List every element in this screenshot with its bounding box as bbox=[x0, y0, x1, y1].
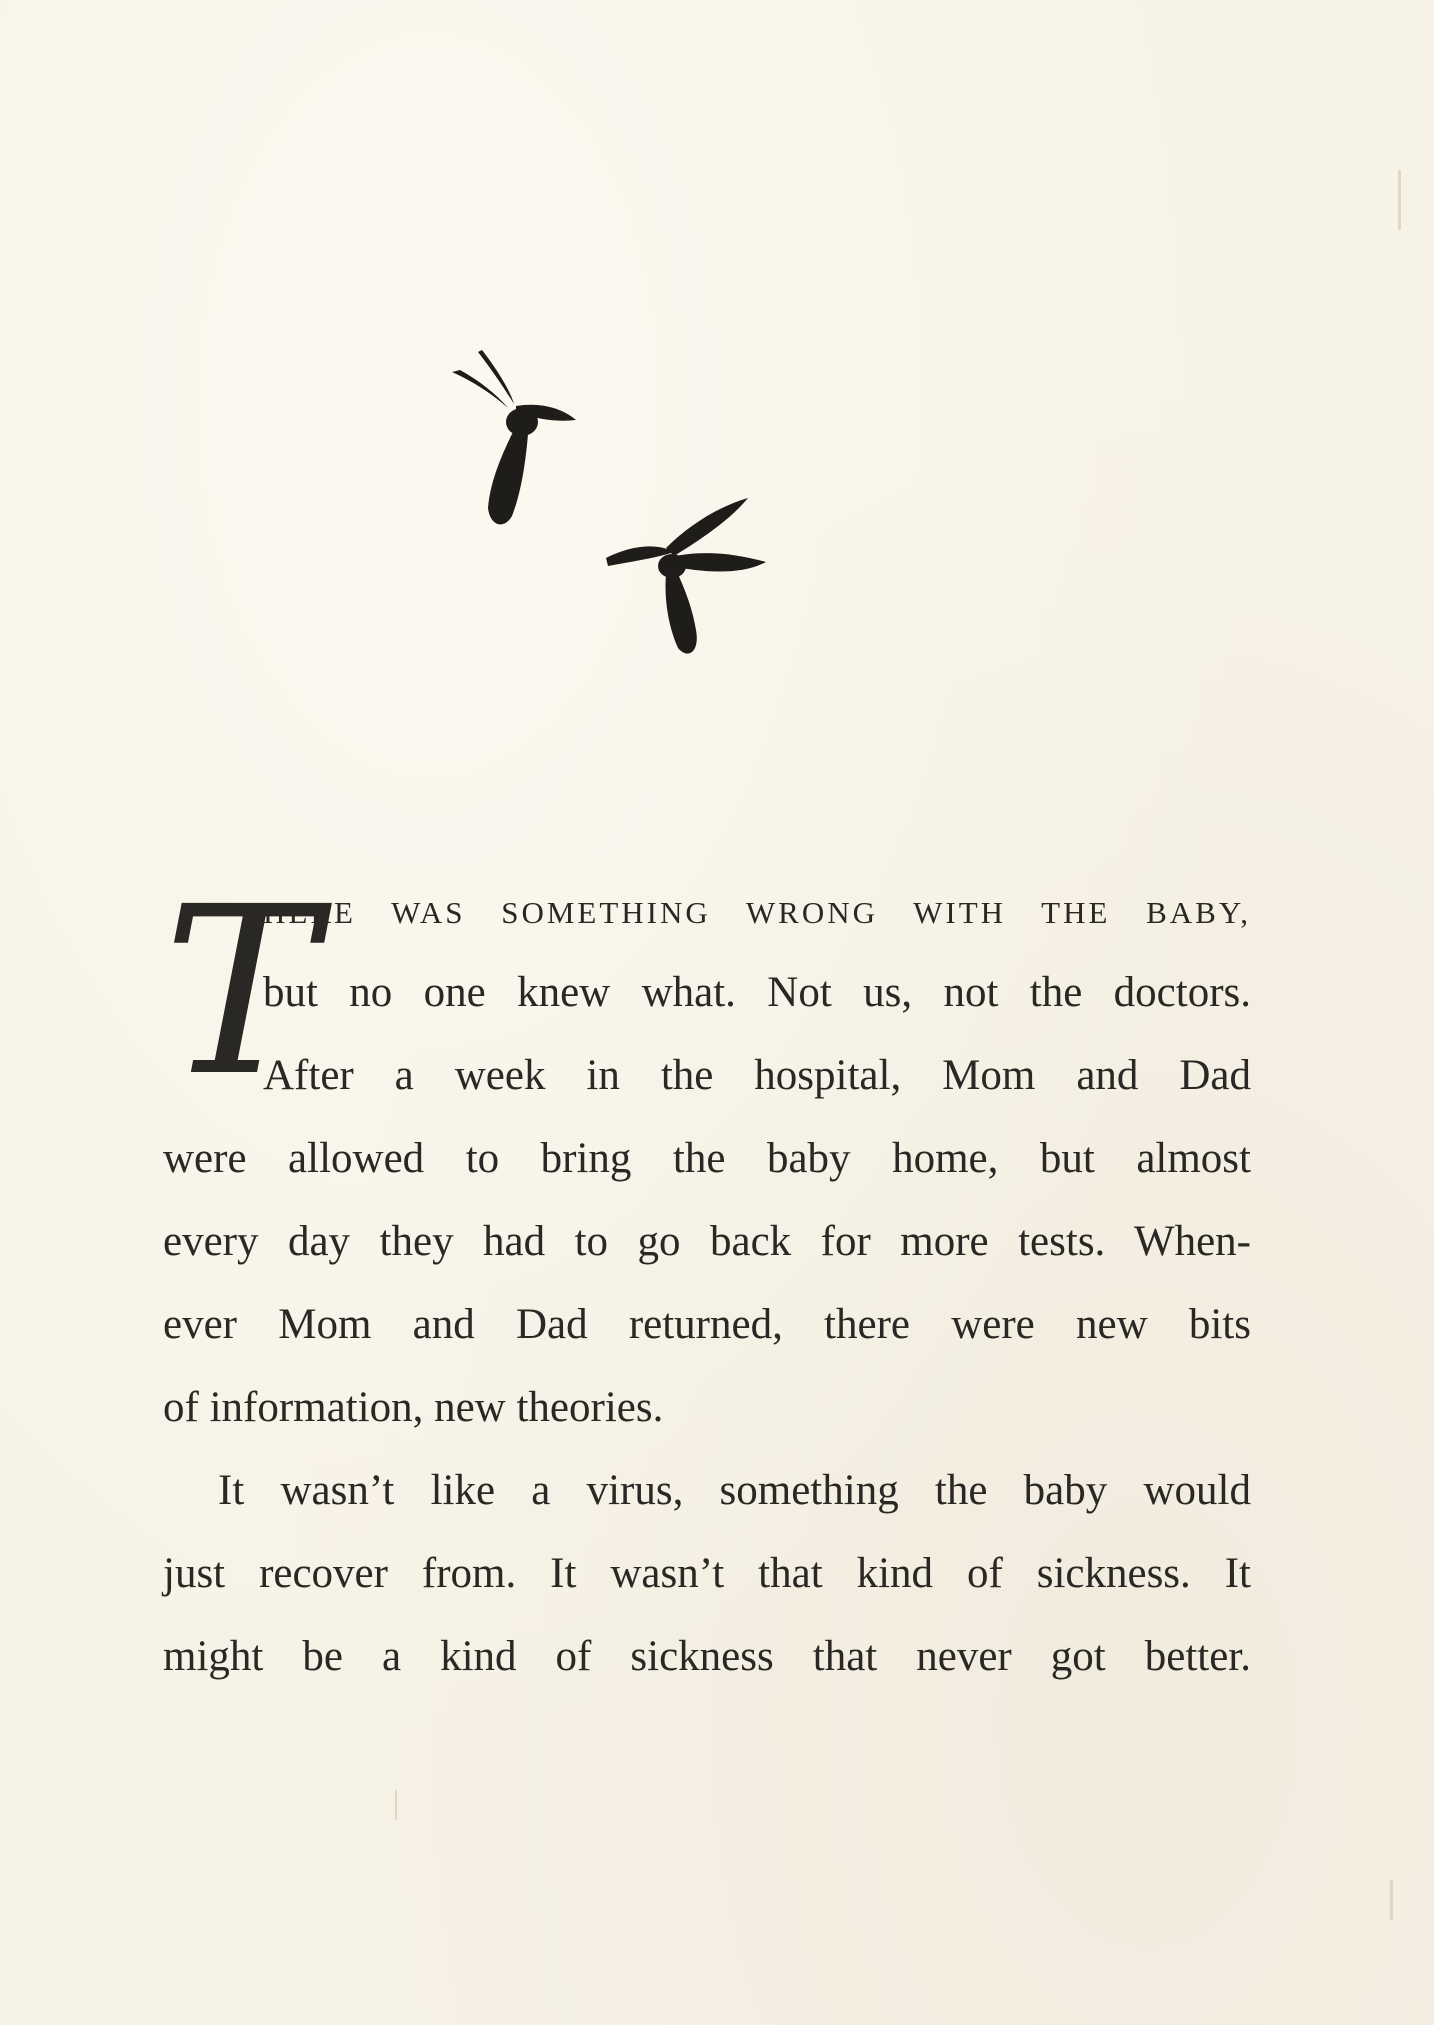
paper-speck bbox=[1390, 1880, 1393, 1920]
opening-small-caps-line: HERE WAS SOMETHING WRONG WITH THE BABY, bbox=[263, 895, 1251, 930]
text-line: of information, new theories. bbox=[163, 1384, 664, 1431]
text-line: every day they had to go back for more tests. When- bbox=[163, 1218, 1251, 1265]
bee-icon bbox=[606, 498, 766, 654]
drop-cap: T bbox=[163, 857, 318, 1127]
bees-illustration bbox=[430, 330, 800, 670]
text-line: It wasn’t like a virus, something the baby would bbox=[218, 1467, 1251, 1514]
text-line: ever Mom and Dad returned, there were new bits bbox=[163, 1301, 1251, 1348]
bee-icon bbox=[452, 350, 576, 524]
text-line: After a week in the hospital, Mom and Dad bbox=[263, 1052, 1251, 1099]
text-line: might be a kind of sickness that never got better. bbox=[163, 1633, 1251, 1680]
text-line: were allowed to bring the baby home, but almost bbox=[163, 1135, 1251, 1182]
text-line: but no one knew what. Not us, not the doctors. bbox=[263, 969, 1251, 1016]
text-line: just recover from. It wasn’t that kind of sickness. It bbox=[163, 1550, 1251, 1597]
paragraph bbox=[163, 857, 1251, 1449]
paper-speck bbox=[1398, 170, 1401, 230]
paper-speck bbox=[395, 1790, 397, 1820]
paragraph bbox=[163, 1449, 1251, 1698]
chapter-text bbox=[163, 857, 1251, 1698]
